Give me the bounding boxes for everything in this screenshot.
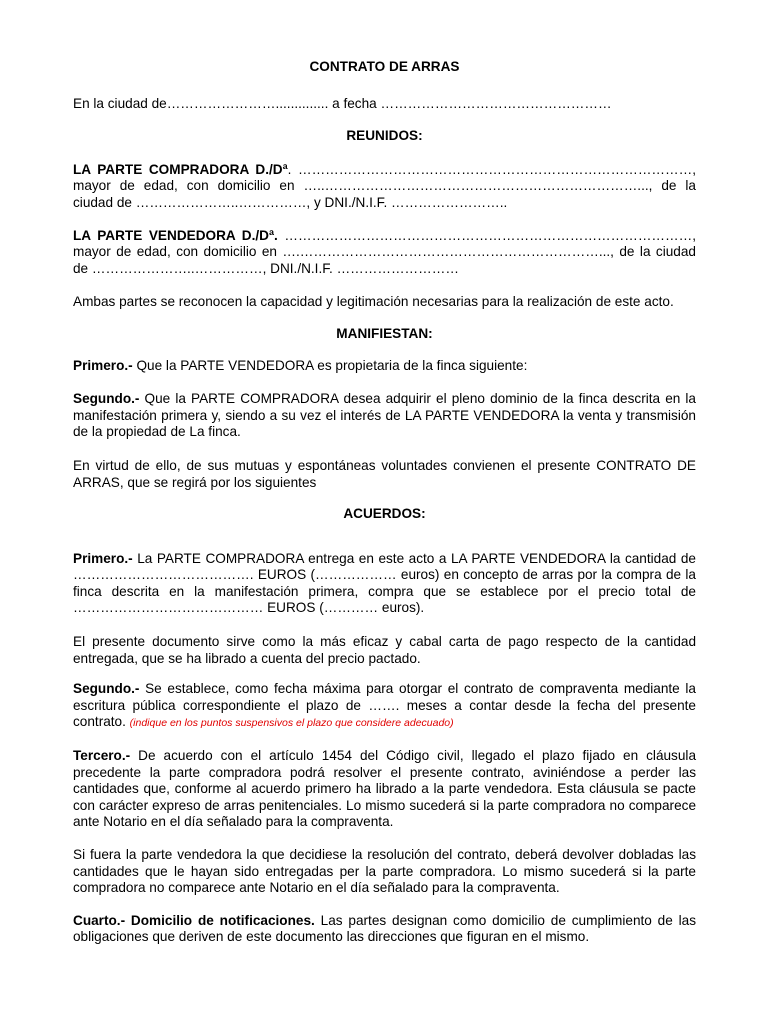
acuerdo-segundo-note: (indique en los puntos suspensivos el plazo que considere adecuado) xyxy=(129,717,454,730)
heading-manifiestan: MANIFIESTAN: xyxy=(336,325,433,341)
manifiesto-primero-label: Primero.- xyxy=(73,357,133,373)
acuerdo-cuarto-label: Cuarto.- Domicilio de notificaciones. xyxy=(73,912,315,928)
acuerdo-primero-label: Primero.- xyxy=(73,550,133,566)
manifiesto-segundo-label: Segundo.- xyxy=(73,391,140,407)
manifiesto-primero xyxy=(73,358,696,375)
paragraph-compradora xyxy=(73,162,696,212)
paragraph-ambas: Ambas partes se reconocen la capacidad y legitimación necesarias para la realización de este acto. xyxy=(73,294,674,310)
acuerdo-segundo-text: Se establece, como fecha máxima para otorgar el contrato de compraventa mediante la escritura pública correspondiente el plazo de ……. meses a contar desde la fecha del presente contrato. xyxy=(73,681,696,730)
manifiesto-primero-text: Que la PARTE VENDEDORA es propietaria de la finca siguiente: xyxy=(132,357,528,373)
acuerdo-cuarto xyxy=(73,913,696,946)
compradora-text: . ……………………………………………………………………………, mayor de edad, con domicilio en …..……………………………………………………………..., de la ciudad de …………………..……………, y DNI./N.I.F. …………………….. xyxy=(73,161,696,210)
paragraph-si-fuera: Si fuera la parte vendedora la que decidiese la resolución del contrato, deberá devolver dobladas las cantidades que le hayan sido entregadas per la parte compradora. Lo mismo sucederá si la parte compradora no comparece ante Notario en el día señalado para la compraventa. xyxy=(73,847,696,896)
vendedora-text: ………………………………………………………………………………, mayor de edad, con domicilio en ….…………………………………………………………..., de la ciudad de …………………..……………, DNI./N.I.F. ……………………… xyxy=(73,227,696,276)
vendedora-label: LA PARTE VENDEDORA D./Dª. xyxy=(73,227,278,243)
acuerdo-tercero-label: Tercero.- xyxy=(73,748,131,764)
acuerdo-primero-text: La PARTE COMPRADORA entrega en este acto a LA PARTE VENDEDORA la cantidad de …………………………………. EUROS (……………… euros) en concepto de arras por la compra de la finca descrita en la manifestación primera, compra que se establece por el precio total de …………………………………… EUROS (………… euros). xyxy=(73,550,696,616)
heading-acuerdos: ACUERDOS: xyxy=(343,506,426,522)
manifiesto-segundo-text: Que la PARTE COMPRADORA desea adquirir el pleno dominio de la finca descrita en la manifestación primera y, siendo a su vez el interés de LA PARTE VENDEDORA la venta y transmisión de la propiedad de La finca. xyxy=(73,391,696,440)
intro-line: En la ciudad de…………………….............. a fecha …………………………………………… xyxy=(73,95,612,111)
acuerdo-segundo xyxy=(73,681,696,732)
acuerdo-tercero xyxy=(73,748,696,831)
acuerdo-tercero-text: De acuerdo con el artículo 1454 del Código civil, llegado el plazo fijado en cláusula precedente la parte compradora podrá resolver el presente contrato, aviniéndose a perder las cantidades que, conforme al acuerdo primero ha librado a la parte vendedora. Esta cláusula se pacte con carácter expreso de arras penitenciales. Lo mismo sucederá si la parte compradora no comparece ante Notario en el día señalado para la compraventa. xyxy=(73,748,696,830)
paragraph-virtud: En virtud de ello, de sus mutuas y espontáneas voluntades convienen el presente CONTRATO DE ARRAS, que se regirá por los siguientes xyxy=(73,457,696,490)
heading-reunidos: REUNIDOS: xyxy=(346,128,423,144)
acuerdo-cuarto-text: Las partes designan como domicilio de cumplimiento de las obligaciones que deriven de este documento las direcciones que figuran en el mismo. xyxy=(73,912,696,945)
compradora-label: LA PARTE COMPRADORA D./Dª xyxy=(73,161,288,177)
manifiesto-segundo xyxy=(73,391,696,441)
acuerdo-primero xyxy=(73,551,696,617)
paragraph-carta-de-pago: El presente documento sirve como la más eficaz y cabal carta de pago respecto de la cantidad entregada, que se ha librado a cuenta del precio pactado. xyxy=(73,634,696,666)
paragraph-vendedora xyxy=(73,228,696,278)
contract-title: CONTRATO DE ARRAS xyxy=(309,59,460,74)
acuerdo-segundo-label: Segundo.- xyxy=(73,681,140,697)
